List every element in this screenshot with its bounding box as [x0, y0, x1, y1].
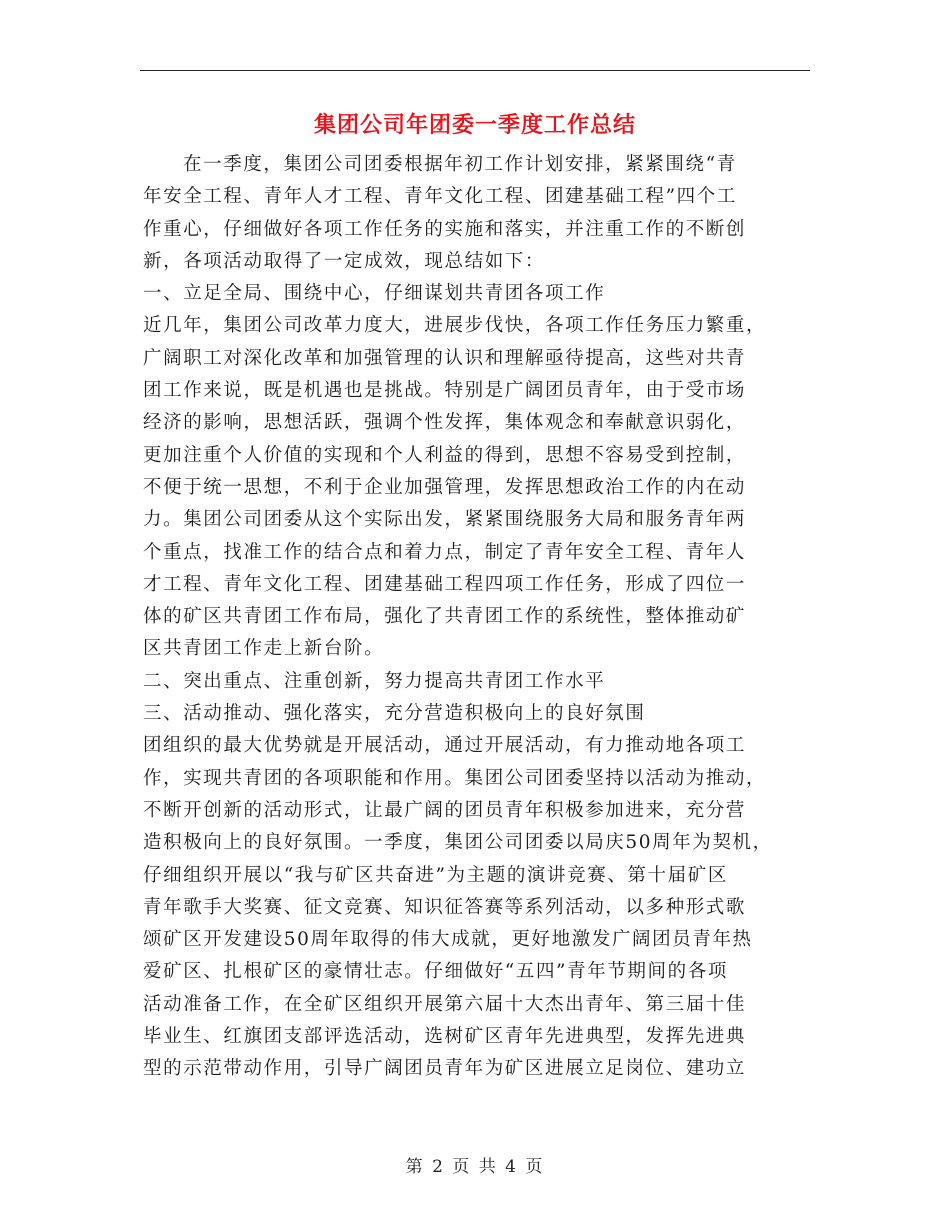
- paragraph-line: 作重心，仔细做好各项工作任务的实施和落实，并注重工作的不断创: [143, 218, 747, 240]
- paragraph-line: 才工程、青年文化工程、团建基础工程四项工作任务，形成了四位一: [143, 573, 747, 595]
- paragraph-line: 团组织的最大优势就是开展活动，通过开展活动，有力推动地各项工: [143, 735, 747, 757]
- paragraph-line: 不断开创新的活动形式，让最广阔的团员青年积极参加进来，充分营: [143, 799, 747, 821]
- paragraph-line: 不便于统一思想，不利于企业加强管理，发挥思想政治工作的内在动: [143, 476, 747, 498]
- paragraph-line: 作，实现共青团的各项职能和作用。集团公司团委坚持以活动为推动，: [143, 767, 767, 789]
- section-heading: 二、突出重点、注重创新，努力提高共青团工作水平: [143, 670, 606, 692]
- paragraph-line: 近几年，集团公司改革力度大，进展步伐快，各项工作任务压力繁重，: [143, 315, 767, 337]
- paragraph-line: 体的矿区共青团工作布局，强化了共青团工作的系统性，整体推动矿: [143, 606, 747, 628]
- paragraph-line: 广阔职工对深化改革和加强管理的认识和理解亟待提高，这些对共青: [143, 347, 747, 369]
- paragraph-line: 新，各项活动取得了一定成效，现总结如下：: [143, 250, 546, 272]
- paragraph-line: 经济的影响，思想活跃，强调个性发挥，集体观念和奉献意识弱化，: [143, 412, 747, 434]
- paragraph-line: 个重点，找准工作的结合点和着力点，制定了青年安全工程、青年人: [143, 541, 747, 563]
- paragraph-line: 毕业生、红旗团支部评选活动，选树矿区青年先进典型，发挥先进典: [143, 1026, 747, 1048]
- paragraph-line: 团工作来说，既是机遇也是挑战。特别是广阔团员青年，由于受市场: [143, 380, 747, 402]
- paragraph-line: 仔细组织开展以“我与矿区共奋进”为主题的演讲竞赛、第十届矿区: [143, 864, 728, 886]
- paragraph-line: 青年歌手大奖赛、征文竞赛、知识征答赛等系列活动，以多种形式歌: [143, 896, 747, 918]
- paragraph-line: 更加注重个人价值的实现和个人利益的得到，思想不容易受到控制，: [143, 444, 747, 466]
- paragraph-line: 造积极向上的良好氛围。一季度，集团公司团委以局庆50周年为契机，: [143, 832, 773, 854]
- section-heading: 一、立足全局、围绕中心，仔细谋划共青团各项工作: [143, 283, 606, 305]
- section-heading: 三、活动推动、强化落实，充分营造积极向上的良好氛围: [143, 703, 646, 725]
- paragraph-line: 在一季度，集团公司团委根据年初工作计划安排，紧紧围绕“青: [183, 154, 737, 175]
- paragraph-line: 力。集团公司团委从这个实际出发，紧紧围绕服务大局和服务青年两: [143, 509, 747, 531]
- paragraph-line: 区共青团工作走上新台阶。: [143, 638, 385, 660]
- document-title: 集团公司年团委一季度工作总结: [313, 112, 636, 138]
- paragraph-line: 年安全工程、青年人才工程、青年文化工程、团建基础工程”四个工: [143, 186, 737, 208]
- header-rule: [140, 70, 810, 71]
- paragraph-line: 型的示范带动作用，引导广阔团员青年为矿区进展立足岗位、建功立: [143, 1058, 747, 1080]
- page-number: 第 2 页 共 4 页: [405, 1157, 545, 1177]
- paragraph-line: 活动准备工作，在全矿区组织开展第六届十大杰出青年、第三届十佳: [143, 993, 747, 1015]
- document-body: [143, 149, 811, 1086]
- paragraph-line: 爱矿区、扎根矿区的豪情壮志。仔细做好“五四”青年节期间的各项: [143, 961, 728, 983]
- paragraph-line: 颂矿区开发建设50周年取得的伟大成就，更好地激发广阔团员青年热: [143, 929, 753, 951]
